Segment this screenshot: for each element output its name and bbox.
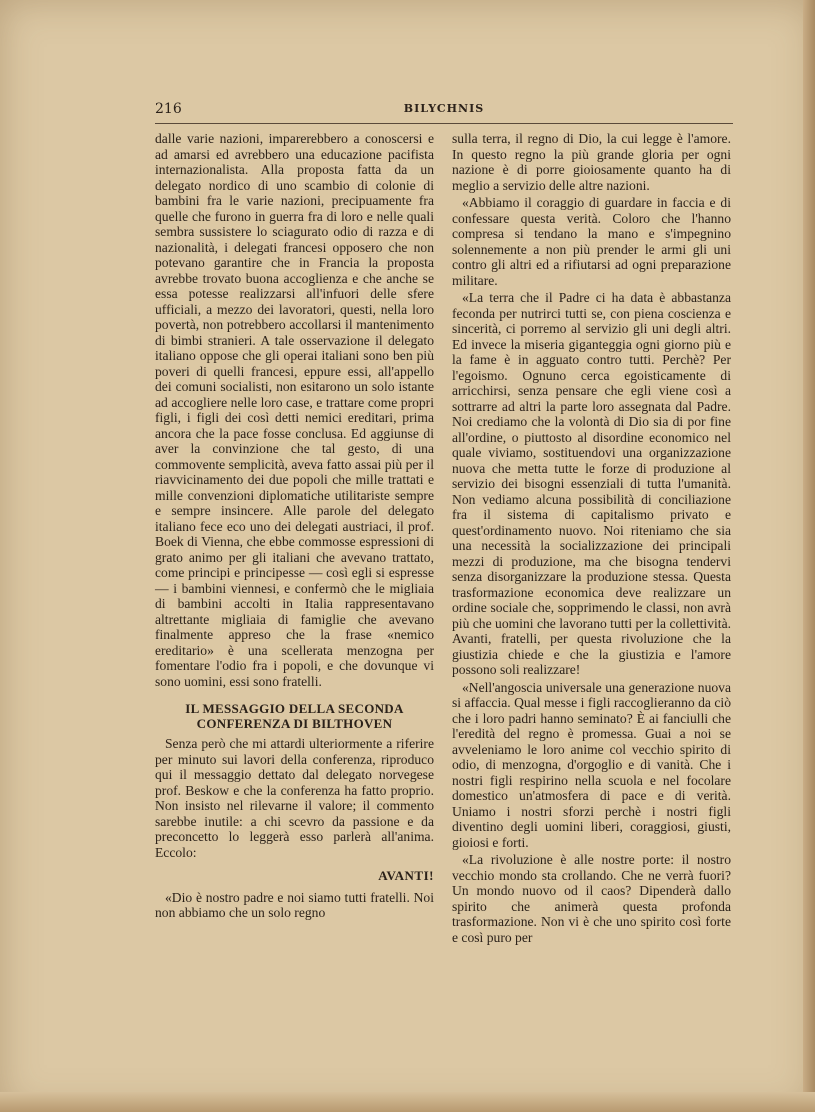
paragraph: «Abbiamo il coraggio di guardare in faccia e di confessare questa verità. Coloro che l'hanno compresa si tendano la mano e s'impegnino solennemente a non più prender le armi gli uni contro gli altri ed a rifiutarsi ad ogni preparazione militare. bbox=[452, 195, 731, 288]
paragraph: sulla terra, il regno di Dio, la cui legge è l'amore. In questo regno la più grande gloria per ogni nazione è di porre gioiosamente quanto ha di meglio a servizio delle altre nazioni. bbox=[452, 131, 731, 193]
paragraph: «La terra che il Padre ci ha data è abbastanza feconda per nutrirci tutti se, con piena coscienza e sincerità, ci porremo al servizio gli uni degli altri. Ed invece la miseria giganteggia ogni giorno più e la fame è in agguato contro tutti. Perchè? Per l'egoismo. Ognuno cerca egoisticamente di arricchirsi, senza pensare che egli viene così a sottrarre ad altri la parte loro assegnata dal Padre. Noi crediamo che la volontà di Dio sia di por fine all'ordine, o piuttosto al disordine economico nel quale viviamo, sostituendovi una organizzazione nuova che metta tutte le forze di produzione al servizio dei bisogni essenziali di tutta l'umanità. Non vediamo alcuna possibilità di conciliazione fra il sistema di capitalismo privato e quest'ordinamento nuovo. Noi riteniamo che sia una necessità la socializzazione dei principali mezzi di produzione, ma che bisogna tendervi senza disorganizzare la produzione stessa. Questa trasformazione economica deve realizzare un ordine sociale che, sopprimendo le classi, non avrà più che uomini che lavorano tutti per la collettività. Avanti, fratelli, per questa rivoluzione che la giustizia chiede e che la giustizia e l'amore possono soli realizzare! bbox=[452, 290, 731, 677]
page-edge-right bbox=[803, 0, 815, 1112]
paragraph: «La rivoluzione è alle nostre porte: il nostro vecchio mondo sta crollando. Che ne verrà fuori? Un mondo nuovo od il caos? Dipenderà dallo spirito che animerà questa profonda trasformazione. Non vi è che uno spirito così forte e così puro per bbox=[452, 852, 731, 945]
paragraph: Senza però che mi attardi ulteriormente a riferire per minuto sui lavori della conferenza, riproduco qui il messaggio dettato dal delegato norvegese prof. Beskow e che la conferenza ha fatto proprio. Non insisto nel rilevarne il valore; il commento sarebbe inutile: a chi scevro da passione e da preconcetto lo leggerà esso parlerà all'anima. Eccolo: bbox=[155, 736, 434, 860]
section-heading: IL MESSAGGIO DELLA SECONDA CONFERENZA DI BILTHOVEN bbox=[185, 701, 404, 731]
paragraph: «Nell'angoscia universale una generazione nuova si affaccia. Qual messe i figli raccoglieranno da ciò che i loro padri hanno seminato? È ai fanciulli che l'eredità del regno è promessa. Guai a noi se avveleniamo le loro anime col vecchio spirito di odio, di menzogna, d'orgoglio e di vanità. Che i nostri figli respirino nella scuola e nel focolare domestico un'atmosfera di pace e di verità. Uniamo i nostri sforzi perchè i nostri figli diventino degli uomini liberi, coraggiosi, giusti, gioiosi e forti. bbox=[452, 679, 731, 850]
right-column bbox=[452, 131, 731, 945]
subheading: AVANTI! bbox=[378, 868, 434, 883]
header-rule bbox=[155, 123, 733, 124]
journal-title: BILYCHNIS bbox=[403, 102, 485, 115]
running-header bbox=[155, 101, 733, 119]
paragraph: dalle varie nazioni, imparerebbero a conoscersi e ad amarsi ed avrebbero una educazione pacifista internazionalista. Alla proposta fatta da un delegato nordico di uno scambio di colonie di bambini fra le varie nazioni, precipuamente fra quelle che furono in guerra fra di loro e nelle quali sembra sussistere lo sciagurato odio di razza e di nazionalità, i delegati francesi opposero che non potevano garantire che in Francia la proposta avrebbe trovato buona accoglienza e che anche se essa potesse realizzarsi all'infuori delle sfere ufficiali, a mezzo dei lavoratori, questi, nella loro povertà, non potrebbero accollarsi il mantenimento di bimbi stranieri. A tale osservazione il delegato italiano oppose che gli operai italiani sono ben più poveri di quelli francesi, eppure essi, all'appello dei comuni socialisti, non esitarono un solo istante ad accogliere nelle loro case, e trattare come propri figli, i figli dei così detti nemici ereditari, prima ancora che la pace fosse conclusa. Ed aggiunse di aver la convinzione che tal gesto, di una commovente semplicità, aveva fatto assai più per il riavvicinamento dei due popoli che mille trattati e mille convenzioni diplomatiche utilitariste sempre e sempre insincere. Alle parole del delegato italiano fece eco uno dei delegati austriaci, il prof. Boek di Vienna, che ebbe commosse espressioni di grato animo per gli italiani che avevano trattato, come principi e principesse — così egli si espresse — i bambini viennesi, e confermò che le migliaia di bambini accolti in Italia rappresentavano altrettante migliaia di famiglie che avevano finalmente appreso che la frase «nemico ereditario» è una scellerata menzogna per fomentare l'odio fra i popoli, e che dovunque vi sono uomini, essi sono fratelli. bbox=[155, 131, 434, 689]
page-number: 216 bbox=[155, 101, 182, 117]
left-column bbox=[155, 131, 434, 921]
page-edge-bottom bbox=[0, 1092, 815, 1112]
paragraph: «Dio è nostro padre e noi siamo tutti fratelli. Noi non abbiamo che un solo regno bbox=[155, 889, 434, 920]
